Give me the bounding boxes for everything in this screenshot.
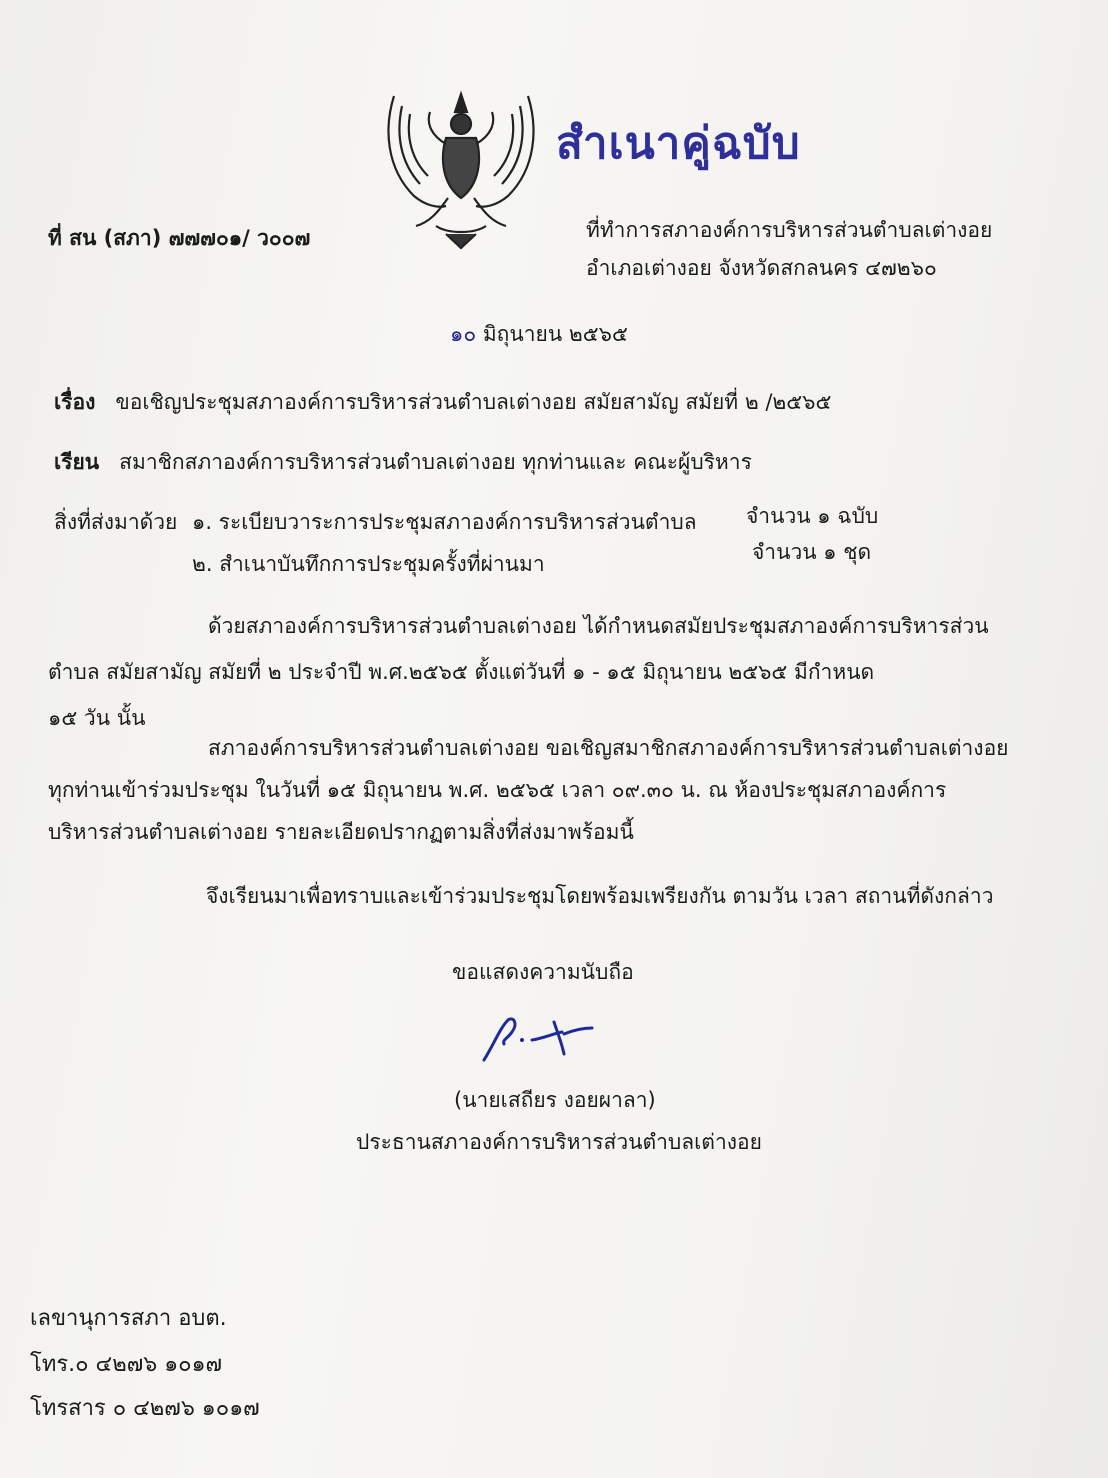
paragraph-3: จึงเรียนมาเพื่อทราบและเข้าร่วมประชุมโดยพร้อมเพรียงกัน ตามวัน เวลา สถานที่ดังกล่าว <box>206 884 994 908</box>
paragraph-2-line-1: สภาองค์การบริหารส่วนตำบลเต่างอย ขอเชิญสมาชิกสภาองค์การบริหารส่วนตำบลเต่างอย <box>208 736 1009 760</box>
subject-label: เรื่อง <box>54 390 96 414</box>
enclosure-item-2-qty: จำนวน ๑ ชุด <box>752 540 872 564</box>
date-month-year: มิถุนายน ๒๕๖๕ <box>482 322 628 346</box>
paragraph-1-line-1: ด้วยสภาองค์การบริหารส่วนตำบลเต่างอย ได้กำหนดสมัยประชุมสภาองค์การบริหารส่วน <box>208 614 989 638</box>
recipient-label: เรียน <box>54 450 100 474</box>
paragraph-2-line-3: บริหารส่วนตำบลเต่างอย รายละเอียดปรากฏตามสิ่งที่ส่งมาพร้อมนี้ <box>48 820 634 844</box>
enclosure-item-1-qty: จำนวน ๑ ฉบับ <box>746 504 879 528</box>
enclosure-label: สิ่งที่ส่งมาด้วย <box>54 510 178 534</box>
closing-phrase: ขอแสดงความนับถือ <box>452 960 634 984</box>
footer-fax: โทรสาร ๐ ๔๒๗๖ ๑๐๑๗ <box>30 1396 260 1421</box>
signature-icon <box>478 1010 598 1066</box>
footer-secretary: เลขานุการสภา อบต. <box>30 1306 227 1331</box>
paragraph-1-line-2: ตำบล สมัยสามัญ สมัยที่ ๒ ประจำปี พ.ศ.๒๕๖๕ ตั้งแต่วันที่ ๑ - ๑๕ มิถุนายน ๒๕๖๕ มีกำหนด <box>48 660 875 684</box>
subject-text: ขอเชิญประชุมสภาองค์การบริหารส่วนตำบลเต่างอย สมัยสามัญ สมัยที่ ๒ /๒๕๖๕ <box>115 390 832 414</box>
paragraph-2-line-2: ทุกท่านเข้าร่วมประชุม ในวันที่ ๑๕ มิถุนายน พ.ศ. ๒๕๖๕ เวลา ๐๙.๓๐ น. ณ ห้องประชุมสภาองค์การ <box>48 778 947 802</box>
date-day: ๑๐ <box>450 322 477 346</box>
signer-name: (นายเสถียร งอยผาลา) <box>454 1088 656 1112</box>
paragraph-1-line-3: ๑๕ วัน นั้น <box>48 706 146 730</box>
enclosure-item-1: ๑. ระเบียบวาระการประชุมสภาองค์การบริหารส่วนตำบล <box>192 510 697 534</box>
office-address-line2: อำเภอเต่างอย จังหวัดสกลนคร ๔๗๒๖๐ <box>586 256 937 280</box>
recipient-text: สมาชิกสภาองค์การบริหารส่วนตำบลเต่างอย ทุกท่านและ คณะผู้บริหาร <box>119 450 752 474</box>
subject-line <box>54 386 831 419</box>
recipient-line <box>54 446 752 479</box>
copy-stamp: สำเนาคู่ฉบับ <box>556 118 801 169</box>
letter-date <box>450 318 628 351</box>
enclosure-item-2: ๒. สำเนาบันทึกการประชุมครั้งที่ผ่านมา <box>192 552 545 576</box>
signer-title: ประธานสภาองค์การบริหารส่วนตำบลเต่างอย <box>356 1130 762 1154</box>
reference-number: ที่ สน (สภา) ๗๗๗๐๑/ ว๐๐๗ <box>48 226 311 250</box>
office-address-line1: ที่ทำการสภาองค์การบริหารส่วนตำบลเต่างอย <box>586 218 993 242</box>
garuda-emblem-icon <box>376 88 546 250</box>
footer-phone: โทร.๐ ๔๒๗๖ ๑๐๑๗ <box>30 1352 223 1377</box>
